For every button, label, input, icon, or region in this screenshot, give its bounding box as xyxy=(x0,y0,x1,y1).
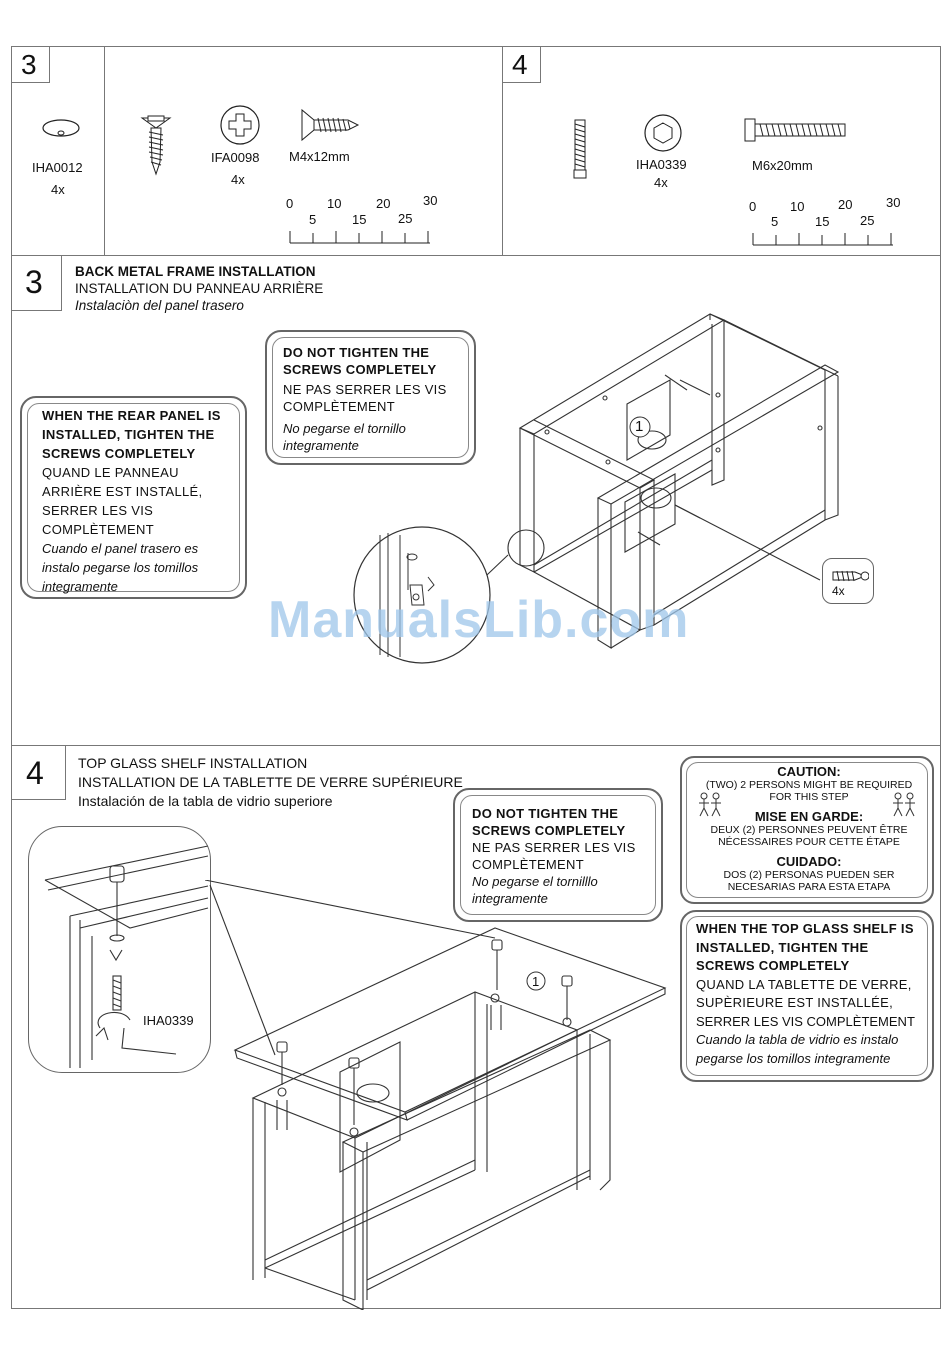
ruler-left-20: 20 xyxy=(376,196,391,211)
step4-title-en: TOP GLASS SHELF INSTALLATION xyxy=(78,755,308,771)
step3-note2-es-1: Cuando el panel trasero es xyxy=(42,541,199,556)
two-persons-right-icon xyxy=(890,792,918,818)
caution-text-en-2: FOR THIS STEP xyxy=(769,791,849,803)
step3-note2-fr-4: COMPLÈTEMENT xyxy=(42,522,154,537)
step3-note2-en-2: INSTALLED, TIGHTEN THE xyxy=(42,427,215,442)
step3-callout-qty: 4x xyxy=(832,584,845,598)
ruler-right-5: 5 xyxy=(771,214,779,229)
caution-title-es: CUIDADO: xyxy=(776,854,842,869)
step4-title-es: Instalación de la tabla de vidrio superiore xyxy=(78,793,333,809)
ruler-left-15: 15 xyxy=(352,212,367,227)
part-IHA0339-code: IHA0339 xyxy=(636,157,687,172)
ruler-right-30: 30 xyxy=(886,195,901,210)
step4-note2-es-1: Cuando la tabla de vidrio es instalo xyxy=(696,1032,899,1047)
cap-IHA0012-icon xyxy=(40,115,82,143)
step4-table-illustration xyxy=(205,880,685,1310)
step4-note2-fr-2: SUPÈRIEURE EST INSTALLÉE, xyxy=(696,995,894,1010)
parts-step4-number: 4 xyxy=(512,49,528,80)
step3-title-en: BACK METAL FRAME INSTALLATION xyxy=(75,264,316,279)
caution-title-fr: MISE EN GARDE: xyxy=(754,809,864,824)
step4-note2-fr-1: QUAND LA TABLETTE DE VERRE, xyxy=(696,976,912,992)
countersunk-screw-icon xyxy=(298,108,362,144)
step4-titles xyxy=(78,754,463,811)
step4-note1-en-2: SCREWS COMPLETELY xyxy=(472,823,626,838)
part-IHA0012-qty: 4x xyxy=(51,182,65,197)
step3-note1-fr-1: NE PAS SERRER LES VIS xyxy=(283,382,447,397)
part-IFA0098-code: IFA0098 xyxy=(211,150,260,165)
caution-text-es-1: DOS (2) PERSONAS PUEDEN SER xyxy=(723,869,895,881)
step3-note2-es-2: instalo pegarse los tomillos xyxy=(42,560,199,575)
ruler-left-25: 25 xyxy=(398,211,413,226)
step3-note1-es-2: integramente xyxy=(283,438,359,453)
wood-screw-icon xyxy=(138,112,174,176)
part-IFA0098-qty: 4x xyxy=(231,172,245,187)
step4-note2-es-2: pegarse los tomillos integramente xyxy=(696,1050,891,1066)
part-M6x20-size: M6x20mm xyxy=(752,158,813,173)
parts-divider-left xyxy=(104,46,105,256)
step3-note-tighten xyxy=(20,396,247,599)
step3-note2-es-3: integramente xyxy=(42,579,118,594)
caution-text-es-2: NECESARIAS PARA ESTA ETAPA xyxy=(727,881,891,893)
step3-note2-en-1: WHEN THE REAR PANEL IS xyxy=(42,408,221,423)
step3-note1-en-2: SCREWS COMPLETELY xyxy=(283,362,437,377)
ruler-right-20: 20 xyxy=(838,197,853,212)
part-IHA0012-code: IHA0012 xyxy=(32,160,83,175)
ruler-right xyxy=(751,230,895,248)
caution-text-en-1: (TWO) 2 PERSONS MIGHT BE REQUIRED xyxy=(705,779,913,791)
step4-note-tighten xyxy=(680,910,934,1082)
step4-note2-fr-3: SERRER LES VIS COMPLÈTEMENT xyxy=(696,1013,915,1029)
step4-note1-es-1: No pegarse el tornilllo xyxy=(472,874,598,889)
step4-note2-en-2: INSTALLED, TIGHTEN THE xyxy=(696,939,869,955)
part-M4x12-size: M4x12mm xyxy=(289,149,350,164)
step3-title-fr: INSTALLATION DU PANNEAU ARRIÈRE xyxy=(75,281,324,296)
ruler-left-30: 30 xyxy=(423,193,438,208)
step4-marker-1: 1 xyxy=(532,974,540,989)
part-IHA0339-qty: 4x xyxy=(654,175,668,190)
step4-note2-en-1: WHEN THE TOP GLASS SHELF IS xyxy=(696,921,914,936)
step3-note2-fr-3: SERRER LES VIS xyxy=(42,503,154,518)
step3-note2-en-3: SCREWS COMPLETELY xyxy=(42,446,196,461)
two-persons-left-icon xyxy=(696,792,724,818)
parts-step3-number: 3 xyxy=(21,49,37,80)
step3-callout-screw-icon xyxy=(831,564,869,584)
ruler-left-5: 5 xyxy=(309,212,317,227)
step4-caution-box xyxy=(680,756,934,904)
step4-note2-en-3: SCREWS COMPLETELY xyxy=(696,958,850,973)
step3-note2-fr-2: ARRIÈRE EST INSTALLÉ, xyxy=(42,484,203,499)
step3-note1-fr-2: COMPLÈTEMENT xyxy=(283,399,395,414)
step4-note1-es-2: integramente xyxy=(472,891,548,906)
ruler-right-25: 25 xyxy=(860,213,875,228)
step3-note1-es-1: No pegarse el tornillo xyxy=(283,421,406,436)
step4-number: 4 xyxy=(26,755,44,791)
caution-text-fr-2: NÉCESSAIRES POUR CETTE ÉTAPE xyxy=(718,836,900,848)
hex-socket-head-icon xyxy=(642,112,684,154)
ruler-left xyxy=(288,228,432,246)
ruler-left-0: 0 xyxy=(286,196,294,211)
step3-note1-en-1: DO NOT TIGHTEN THE xyxy=(283,345,430,360)
ruler-right-10: 10 xyxy=(790,199,805,214)
step3-title-es: Instalaciòn del panel trasero xyxy=(75,298,244,313)
step4-note1-fr-1: NE PAS SERRER LES VIS xyxy=(472,840,636,855)
step3-titles xyxy=(75,263,323,314)
step3-marker-1: 1 xyxy=(635,418,644,435)
step3-screw-callout xyxy=(822,558,874,604)
caution-text-fr-1: DEUX (2) PERSONNES PEUVENT ÊTRE xyxy=(710,824,908,836)
bolt-vertical-icon xyxy=(570,118,590,182)
step4-note1-en-1: DO NOT TIGHTEN THE xyxy=(472,806,619,821)
step4-detail-illustration xyxy=(30,828,210,1072)
ruler-left-10: 10 xyxy=(327,196,342,211)
step3-number: 3 xyxy=(25,264,43,300)
step4-note1-fr-2: COMPLÈTEMENT xyxy=(472,857,584,872)
ruler-right-0: 0 xyxy=(749,199,757,214)
ruler-right-15: 15 xyxy=(815,214,830,229)
step4-title-fr: INSTALLATION DE LA TABLETTE DE VERRE SUPÉRIEURE xyxy=(78,774,463,790)
bolt-horizontal-icon xyxy=(742,116,850,146)
step4-detail-label: IHA0339 xyxy=(143,1013,194,1028)
watermark: ManualsLib.com xyxy=(268,591,690,649)
step3-note2-fr-1: QUAND LE PANNEAU xyxy=(42,465,179,480)
phillips-head-icon xyxy=(218,104,262,148)
caution-title-en: CAUTION: xyxy=(777,764,841,779)
